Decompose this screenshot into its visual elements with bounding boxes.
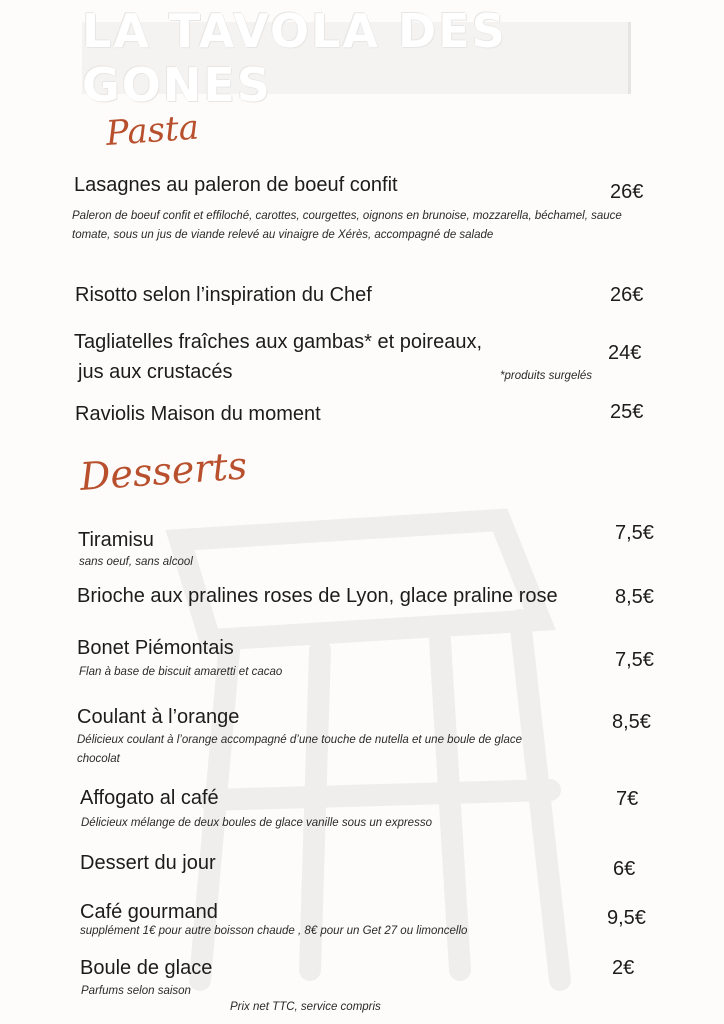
menu-item-price: 8,5€ bbox=[615, 586, 654, 608]
menu-item-description: Délicieux coulant à l’orange accompagné d’une touche de nutella et une boule de glace chocolat bbox=[77, 734, 522, 765]
menu-item-name: Dessert du jour bbox=[80, 852, 216, 874]
menu-item-description: supplément 1€ pour autre boisson chaude , 8€ pour un Get 27 ou limoncello bbox=[80, 925, 468, 937]
menu-item-name: Café gourmand bbox=[80, 901, 218, 923]
menu-item-name: Affogato al café bbox=[80, 787, 219, 809]
menu-item-price: 7€ bbox=[616, 788, 639, 810]
menu-item-price: 26€ bbox=[610, 284, 644, 306]
menu-item-price: 9,5€ bbox=[607, 907, 646, 929]
menu-item-name: jus aux crustacés bbox=[78, 361, 233, 383]
menu-item-price: 7,5€ bbox=[615, 522, 654, 544]
menu-item-price: 6€ bbox=[613, 858, 636, 880]
section-title-pasta: Pasta bbox=[104, 107, 201, 154]
menu-item-description: Délicieux mélange de deux boules de glace vanille sous un expresso bbox=[81, 817, 432, 829]
menu-item-name: Tiramisu bbox=[78, 529, 154, 551]
menu-item-price: 26€ bbox=[610, 181, 644, 203]
menu-item-price: 25€ bbox=[610, 401, 644, 423]
menu-item-description: Flan à base de biscuit amaretti et cacao bbox=[79, 666, 283, 678]
section-title-desserts: Desserts bbox=[78, 443, 249, 499]
menu-item-name: Coulant à l’orange bbox=[77, 706, 240, 728]
menu-item-name: Brioche aux pralines roses de Lyon, glace praline rose bbox=[77, 585, 558, 607]
menu-item-name: Raviolis Maison du moment bbox=[75, 403, 321, 425]
menu-item-name: Bonet Piémontais bbox=[77, 637, 234, 659]
restaurant-logo bbox=[82, 4, 631, 112]
menu-item-name: Risotto selon l’inspiration du Chef bbox=[75, 284, 372, 306]
frozen-products-note: *produits surgelés bbox=[500, 370, 593, 382]
menu-item-description: Paleron de boeuf confit et effiloché, carottes, courgettes, oignons en brunoise, mozzarella, béchamel, sauce tomate, sous un jus de viande relevé au vinaigre de Xérès, accompagné de salade bbox=[72, 210, 622, 241]
menu-item-description: Parfums selon saison bbox=[81, 985, 191, 997]
menu-item-price: 7,5€ bbox=[615, 649, 654, 671]
menu-item-name: Tagliatelles fraîches aux gambas* et poireaux, bbox=[74, 331, 483, 353]
menu-item-description: sans oeuf, sans alcool bbox=[79, 556, 193, 568]
menu-item-price: 2€ bbox=[612, 957, 635, 979]
logo-text: LA TAVOLA DES GONES bbox=[82, 4, 507, 112]
footer-note: Prix net TTC, service compris bbox=[230, 1001, 381, 1013]
menu-item-price: 8,5€ bbox=[612, 711, 651, 733]
menu-item-price: 24€ bbox=[608, 342, 642, 364]
menu-item-name: Lasagnes au paleron de boeuf confit bbox=[74, 174, 398, 196]
menu-item-name: Boule de glace bbox=[80, 957, 213, 979]
